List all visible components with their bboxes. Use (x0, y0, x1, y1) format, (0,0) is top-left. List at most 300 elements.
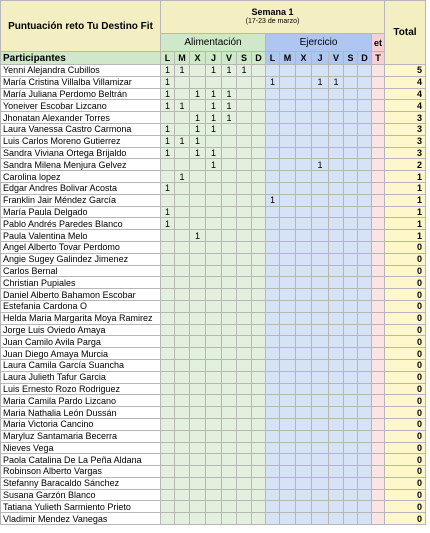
total-cell[interactable]: 0 (385, 489, 426, 501)
t-cell[interactable] (372, 454, 385, 466)
alimentacion-cell[interactable] (237, 513, 252, 525)
ejercicio-cell[interactable] (344, 135, 358, 147)
participant-name[interactable]: Angel Alberto Tovar Perdomo (1, 241, 161, 253)
ejercicio-cell[interactable] (329, 241, 344, 253)
ejercicio-cell[interactable] (344, 454, 358, 466)
alimentacion-cell[interactable] (161, 501, 175, 513)
participant-name[interactable]: Edgar Andres Bolivar Acosta (1, 182, 161, 194)
alimentacion-cell[interactable] (206, 513, 222, 525)
ejercicio-cell[interactable] (312, 171, 329, 183)
ejercicio-cell[interactable] (344, 395, 358, 407)
total-cell[interactable]: 1 (385, 218, 426, 230)
ejercicio-cell[interactable] (358, 336, 372, 348)
alimentacion-cell[interactable] (206, 182, 222, 194)
ejercicio-cell[interactable] (266, 418, 280, 430)
ejercicio-cell[interactable] (266, 265, 280, 277)
ejercicio-cell[interactable] (280, 312, 296, 324)
alimentacion-cell[interactable] (252, 277, 266, 289)
ejercicio-cell[interactable] (296, 395, 312, 407)
alimentacion-cell[interactable] (175, 76, 190, 88)
total-cell[interactable]: 0 (385, 501, 426, 513)
ejercicio-cell[interactable] (344, 466, 358, 478)
ejercicio-cell[interactable] (280, 442, 296, 454)
day-header-ejercicio-martes[interactable]: M (280, 52, 296, 65)
alimentacion-cell[interactable] (175, 395, 190, 407)
alimentacion-cell[interactable] (237, 88, 252, 100)
ejercicio-cell[interactable] (344, 230, 358, 242)
ejercicio-cell[interactable] (266, 300, 280, 312)
ejercicio-cell[interactable] (358, 324, 372, 336)
ejercicio-cell[interactable] (296, 501, 312, 513)
alimentacion-cell[interactable] (161, 171, 175, 183)
alimentacion-cell[interactable] (252, 300, 266, 312)
alimentacion-cell[interactable] (252, 159, 266, 171)
alimentacion-cell[interactable] (222, 135, 237, 147)
total-cell[interactable]: 3 (385, 112, 426, 124)
alimentacion-cell[interactable] (190, 477, 206, 489)
alimentacion-cell[interactable] (237, 147, 252, 159)
alimentacion-cell[interactable]: 1 (190, 135, 206, 147)
ejercicio-cell[interactable] (280, 241, 296, 253)
ejercicio-cell[interactable] (266, 135, 280, 147)
ejercicio-cell[interactable] (280, 277, 296, 289)
total-cell[interactable]: 1 (385, 182, 426, 194)
ejercicio-cell[interactable] (296, 147, 312, 159)
ejercicio-cell[interactable] (280, 100, 296, 112)
total-cell[interactable]: 0 (385, 466, 426, 478)
ejercicio-cell[interactable] (312, 466, 329, 478)
alimentacion-cell[interactable] (252, 395, 266, 407)
ejercicio-cell[interactable] (296, 135, 312, 147)
alimentacion-cell[interactable] (222, 265, 237, 277)
t-cell[interactable] (372, 218, 385, 230)
ejercicio-cell[interactable] (280, 206, 296, 218)
ejercicio-cell[interactable] (296, 182, 312, 194)
alimentacion-cell[interactable] (237, 112, 252, 124)
ejercicio-cell[interactable] (329, 112, 344, 124)
alimentacion-cell[interactable] (206, 430, 222, 442)
ejercicio-cell[interactable] (312, 241, 329, 253)
ejercicio-cell[interactable] (296, 513, 312, 525)
ejercicio-cell[interactable] (358, 253, 372, 265)
total-cell[interactable]: 0 (385, 312, 426, 324)
alimentacion-cell[interactable] (252, 513, 266, 525)
ejercicio-cell[interactable] (266, 454, 280, 466)
ejercicio-cell[interactable] (344, 371, 358, 383)
participant-name[interactable]: Jorge Luis Oviedo Amaya (1, 324, 161, 336)
ejercicio-cell[interactable] (266, 218, 280, 230)
ejercicio-cell[interactable]: 1 (266, 76, 280, 88)
alimentacion-cell[interactable]: 1 (190, 147, 206, 159)
participant-name[interactable]: Laura Camila García Suancha (1, 359, 161, 371)
t-cell[interactable] (372, 241, 385, 253)
ejercicio-cell[interactable] (358, 489, 372, 501)
ejercicio-cell[interactable] (344, 88, 358, 100)
alimentacion-cell[interactable] (190, 348, 206, 360)
ejercicio-cell[interactable] (266, 277, 280, 289)
ejercicio-cell[interactable] (358, 206, 372, 218)
ejercicio-cell[interactable] (296, 265, 312, 277)
ejercicio-cell[interactable] (344, 430, 358, 442)
alimentacion-cell[interactable] (206, 206, 222, 218)
alimentacion-cell[interactable] (190, 312, 206, 324)
ejercicio-cell[interactable] (280, 489, 296, 501)
ejercicio-cell[interactable] (296, 253, 312, 265)
ejercicio-cell[interactable] (344, 182, 358, 194)
alimentacion-cell[interactable] (175, 218, 190, 230)
ejercicio-cell[interactable] (266, 489, 280, 501)
ejercicio-cell[interactable] (312, 324, 329, 336)
total-cell[interactable]: 0 (385, 359, 426, 371)
alimentacion-cell[interactable] (161, 466, 175, 478)
t-cell[interactable] (372, 300, 385, 312)
ejercicio-cell[interactable] (280, 359, 296, 371)
t-cell[interactable] (372, 477, 385, 489)
day-header-ejercicio-jueves[interactable]: J (312, 52, 329, 65)
alimentacion-cell[interactable] (222, 348, 237, 360)
ejercicio-cell[interactable] (358, 418, 372, 430)
alimentacion-cell[interactable] (190, 76, 206, 88)
ejercicio-cell[interactable] (329, 359, 344, 371)
alimentacion-cell[interactable]: 1 (161, 182, 175, 194)
t-cell[interactable] (372, 230, 385, 242)
ejercicio-cell[interactable] (266, 324, 280, 336)
alimentacion-cell[interactable]: 1 (161, 123, 175, 135)
alimentacion-cell[interactable] (252, 477, 266, 489)
ejercicio-cell[interactable] (344, 513, 358, 525)
participant-name[interactable]: Estefania Cardona O (1, 300, 161, 312)
ejercicio-cell[interactable] (358, 182, 372, 194)
participant-name[interactable]: Laura Julieth Tafur Garcia (1, 371, 161, 383)
ejercicio-cell[interactable] (358, 348, 372, 360)
participant-name[interactable]: Franklin Jair Méndez García (1, 194, 161, 206)
participant-name[interactable]: Pablo Andrés Paredes Blanco (1, 218, 161, 230)
participant-name[interactable]: Paola Catalina De La Peña Aldana (1, 454, 161, 466)
alimentacion-cell[interactable] (222, 395, 237, 407)
ejercicio-cell[interactable] (296, 76, 312, 88)
ejercicio-cell[interactable] (329, 135, 344, 147)
ejercicio-cell[interactable] (280, 135, 296, 147)
alimentacion-cell[interactable] (206, 477, 222, 489)
ejercicio-cell[interactable] (329, 501, 344, 513)
ejercicio-cell[interactable] (329, 513, 344, 525)
alimentacion-cell[interactable] (237, 277, 252, 289)
alimentacion-cell[interactable] (237, 253, 252, 265)
ejercicio-cell[interactable] (280, 348, 296, 360)
alimentacion-cell[interactable] (190, 336, 206, 348)
t-cell[interactable] (372, 395, 385, 407)
ejercicio-cell[interactable] (266, 359, 280, 371)
ejercicio-cell[interactable] (358, 407, 372, 419)
ejercicio-cell[interactable] (358, 383, 372, 395)
ejercicio-cell[interactable] (296, 454, 312, 466)
alimentacion-cell[interactable] (206, 359, 222, 371)
alimentacion-cell[interactable] (206, 300, 222, 312)
ejercicio-cell[interactable] (296, 442, 312, 454)
ejercicio-cell[interactable] (358, 65, 372, 77)
ejercicio-cell[interactable] (358, 430, 372, 442)
total-cell[interactable]: 0 (385, 265, 426, 277)
alimentacion-cell[interactable] (252, 100, 266, 112)
total-cell[interactable]: 2 (385, 159, 426, 171)
alimentacion-cell[interactable] (161, 265, 175, 277)
alimentacion-cell[interactable] (237, 407, 252, 419)
alimentacion-cell[interactable] (175, 241, 190, 253)
ejercicio-cell[interactable] (266, 65, 280, 77)
ejercicio-cell[interactable] (329, 265, 344, 277)
ejercicio-cell[interactable] (329, 489, 344, 501)
ejercicio-cell[interactable]: 1 (329, 76, 344, 88)
ejercicio-cell[interactable] (280, 230, 296, 242)
ejercicio-cell[interactable] (344, 253, 358, 265)
ejercicio-cell[interactable] (280, 430, 296, 442)
t-cell[interactable] (372, 206, 385, 218)
alimentacion-cell[interactable] (252, 182, 266, 194)
ejercicio-cell[interactable] (296, 159, 312, 171)
ejercicio-cell[interactable] (266, 407, 280, 419)
participant-name[interactable]: Maryluz Santamaria Becerra (1, 430, 161, 442)
alimentacion-cell[interactable] (175, 277, 190, 289)
participant-name[interactable]: Jhonatan Alexander Torres (1, 112, 161, 124)
alimentacion-cell[interactable] (175, 147, 190, 159)
ejercicio-cell[interactable] (266, 312, 280, 324)
alimentacion-cell[interactable] (190, 324, 206, 336)
ejercicio-cell[interactable] (329, 477, 344, 489)
alimentacion-cell[interactable] (222, 466, 237, 478)
ejercicio-cell[interactable] (266, 123, 280, 135)
ejercicio-cell[interactable] (266, 230, 280, 242)
participant-name[interactable]: Robinson Alberto Vargas (1, 466, 161, 478)
alimentacion-cell[interactable] (237, 289, 252, 301)
total-cell[interactable]: 3 (385, 135, 426, 147)
ejercicio-cell[interactable] (312, 312, 329, 324)
alimentacion-cell[interactable] (237, 100, 252, 112)
alimentacion-cell[interactable] (161, 454, 175, 466)
ejercicio-cell[interactable] (312, 336, 329, 348)
alimentacion-cell[interactable] (161, 230, 175, 242)
alimentacion-cell[interactable] (237, 336, 252, 348)
ejercicio-cell[interactable] (344, 277, 358, 289)
ejercicio-cell[interactable] (329, 194, 344, 206)
alimentacion-cell[interactable] (222, 253, 237, 265)
alimentacion-cell[interactable] (190, 265, 206, 277)
alimentacion-cell[interactable] (237, 76, 252, 88)
alimentacion-cell[interactable] (252, 218, 266, 230)
ejercicio-cell[interactable] (296, 336, 312, 348)
alimentacion-cell[interactable] (206, 489, 222, 501)
ejercicio-cell[interactable] (344, 218, 358, 230)
alimentacion-cell[interactable] (206, 407, 222, 419)
ejercicio-cell[interactable] (266, 348, 280, 360)
alimentacion-cell[interactable] (206, 395, 222, 407)
participant-name[interactable]: Daniel Alberto Bahamon Escobar (1, 289, 161, 301)
day-header-ejercicio-viernes[interactable]: V (329, 52, 344, 65)
t-cell[interactable] (372, 265, 385, 277)
alimentacion-cell[interactable] (175, 194, 190, 206)
ejercicio-cell[interactable] (296, 477, 312, 489)
total-cell[interactable]: 3 (385, 147, 426, 159)
alimentacion-cell[interactable] (237, 182, 252, 194)
ejercicio-cell[interactable] (266, 171, 280, 183)
participant-name[interactable]: Christian Pupiales (1, 277, 161, 289)
alimentacion-cell[interactable] (252, 289, 266, 301)
alimentacion-cell[interactable] (175, 359, 190, 371)
alimentacion-cell[interactable] (252, 112, 266, 124)
alimentacion-cell[interactable] (222, 147, 237, 159)
alimentacion-cell[interactable] (175, 513, 190, 525)
participant-name[interactable]: Carlos Bernal (1, 265, 161, 277)
alimentacion-cell[interactable] (175, 112, 190, 124)
ejercicio-cell[interactable] (280, 123, 296, 135)
total-cell[interactable]: 1 (385, 194, 426, 206)
alimentacion-cell[interactable] (222, 324, 237, 336)
ejercicio-cell[interactable] (296, 65, 312, 77)
alimentacion-cell[interactable] (237, 324, 252, 336)
ejercicio-cell[interactable] (344, 65, 358, 77)
ejercicio-cell[interactable] (329, 65, 344, 77)
alimentacion-cell[interactable] (222, 277, 237, 289)
alimentacion-cell[interactable] (252, 312, 266, 324)
alimentacion-cell[interactable]: 1 (161, 65, 175, 77)
ejercicio-cell[interactable] (329, 300, 344, 312)
alimentacion-cell[interactable] (252, 76, 266, 88)
ejercicio-cell[interactable] (329, 336, 344, 348)
alimentacion-cell[interactable] (252, 206, 266, 218)
ejercicio-cell[interactable] (280, 265, 296, 277)
participants-header[interactable]: Participantes (1, 52, 161, 65)
ejercicio-cell[interactable] (280, 324, 296, 336)
ejercicio-cell[interactable] (344, 407, 358, 419)
group-et[interactable]: et (372, 34, 385, 52)
alimentacion-cell[interactable] (161, 407, 175, 419)
total-cell[interactable]: 0 (385, 513, 426, 525)
total-header[interactable]: Total (385, 1, 426, 65)
alimentacion-cell[interactable] (161, 241, 175, 253)
total-cell[interactable]: 0 (385, 300, 426, 312)
ejercicio-cell[interactable] (296, 88, 312, 100)
ejercicio-cell[interactable] (329, 277, 344, 289)
day-header-alimentacion-lunes[interactable]: L (161, 52, 175, 65)
ejercicio-cell[interactable] (296, 218, 312, 230)
ejercicio-cell[interactable] (344, 442, 358, 454)
alimentacion-cell[interactable] (206, 289, 222, 301)
alimentacion-cell[interactable] (237, 430, 252, 442)
participant-name[interactable]: María Paula Delgado (1, 206, 161, 218)
ejercicio-cell[interactable] (296, 289, 312, 301)
ejercicio-cell[interactable] (344, 194, 358, 206)
ejercicio-cell[interactable] (329, 418, 344, 430)
alimentacion-cell[interactable] (206, 241, 222, 253)
participant-name[interactable]: Stefanny Baracaldo Sánchez (1, 477, 161, 489)
total-cell[interactable]: 4 (385, 76, 426, 88)
ejercicio-cell[interactable] (312, 300, 329, 312)
alimentacion-cell[interactable] (161, 383, 175, 395)
total-cell[interactable]: 1 (385, 230, 426, 242)
total-cell[interactable]: 0 (385, 348, 426, 360)
day-header-alimentacion-viernes[interactable]: V (222, 52, 237, 65)
ejercicio-cell[interactable] (266, 147, 280, 159)
alimentacion-cell[interactable] (175, 300, 190, 312)
ejercicio-cell[interactable] (296, 241, 312, 253)
alimentacion-cell[interactable] (175, 454, 190, 466)
t-cell[interactable] (372, 324, 385, 336)
ejercicio-cell[interactable] (312, 65, 329, 77)
ejercicio-cell[interactable] (329, 171, 344, 183)
day-header-ejercicio-lunes[interactable]: L (266, 52, 280, 65)
alimentacion-cell[interactable] (175, 466, 190, 478)
ejercicio-cell[interactable] (358, 265, 372, 277)
alimentacion-cell[interactable] (175, 407, 190, 419)
ejercicio-cell[interactable] (312, 407, 329, 419)
alimentacion-cell[interactable] (237, 312, 252, 324)
ejercicio-cell[interactable] (358, 289, 372, 301)
alimentacion-cell[interactable]: 1 (190, 112, 206, 124)
alimentacion-cell[interactable] (252, 442, 266, 454)
total-cell[interactable]: 5 (385, 65, 426, 77)
ejercicio-cell[interactable] (358, 312, 372, 324)
ejercicio-cell[interactable] (358, 135, 372, 147)
t-cell[interactable] (372, 112, 385, 124)
ejercicio-cell[interactable] (266, 395, 280, 407)
alimentacion-cell[interactable] (206, 253, 222, 265)
ejercicio-cell[interactable] (280, 513, 296, 525)
participant-name[interactable]: Yenni Alejandra Cubillos (1, 65, 161, 77)
participant-name[interactable]: Luis Ernesto Rozo Rodriguez (1, 383, 161, 395)
alimentacion-cell[interactable] (175, 383, 190, 395)
alimentacion-cell[interactable] (161, 336, 175, 348)
ejercicio-cell[interactable] (344, 477, 358, 489)
alimentacion-cell[interactable] (175, 336, 190, 348)
alimentacion-cell[interactable] (190, 513, 206, 525)
alimentacion-cell[interactable] (190, 194, 206, 206)
alimentacion-cell[interactable] (190, 253, 206, 265)
ejercicio-cell[interactable] (329, 395, 344, 407)
ejercicio-cell[interactable] (266, 466, 280, 478)
alimentacion-cell[interactable] (175, 442, 190, 454)
alimentacion-cell[interactable] (222, 477, 237, 489)
total-cell[interactable]: 0 (385, 253, 426, 265)
ejercicio-cell[interactable] (312, 430, 329, 442)
ejercicio-cell[interactable] (296, 230, 312, 242)
ejercicio-cell[interactable] (329, 466, 344, 478)
alimentacion-cell[interactable] (237, 206, 252, 218)
t-cell[interactable] (372, 289, 385, 301)
alimentacion-cell[interactable] (237, 135, 252, 147)
alimentacion-cell[interactable]: 1 (206, 88, 222, 100)
alimentacion-cell[interactable] (237, 171, 252, 183)
ejercicio-cell[interactable] (312, 477, 329, 489)
alimentacion-cell[interactable]: 1 (206, 100, 222, 112)
alimentacion-cell[interactable] (190, 206, 206, 218)
ejercicio-cell[interactable] (344, 359, 358, 371)
alimentacion-cell[interactable]: 1 (206, 112, 222, 124)
alimentacion-cell[interactable]: 1 (161, 206, 175, 218)
alimentacion-cell[interactable] (252, 265, 266, 277)
ejercicio-cell[interactable] (280, 65, 296, 77)
alimentacion-cell[interactable] (222, 442, 237, 454)
participant-name[interactable]: Susana Garzón Blanco (1, 489, 161, 501)
alimentacion-cell[interactable] (252, 383, 266, 395)
alimentacion-cell[interactable]: 1 (161, 88, 175, 100)
alimentacion-cell[interactable] (161, 348, 175, 360)
alimentacion-cell[interactable] (222, 371, 237, 383)
alimentacion-cell[interactable] (175, 206, 190, 218)
alimentacion-cell[interactable] (175, 230, 190, 242)
alimentacion-cell[interactable] (252, 324, 266, 336)
ejercicio-cell[interactable] (358, 112, 372, 124)
ejercicio-cell[interactable] (266, 112, 280, 124)
t-cell[interactable] (372, 359, 385, 371)
